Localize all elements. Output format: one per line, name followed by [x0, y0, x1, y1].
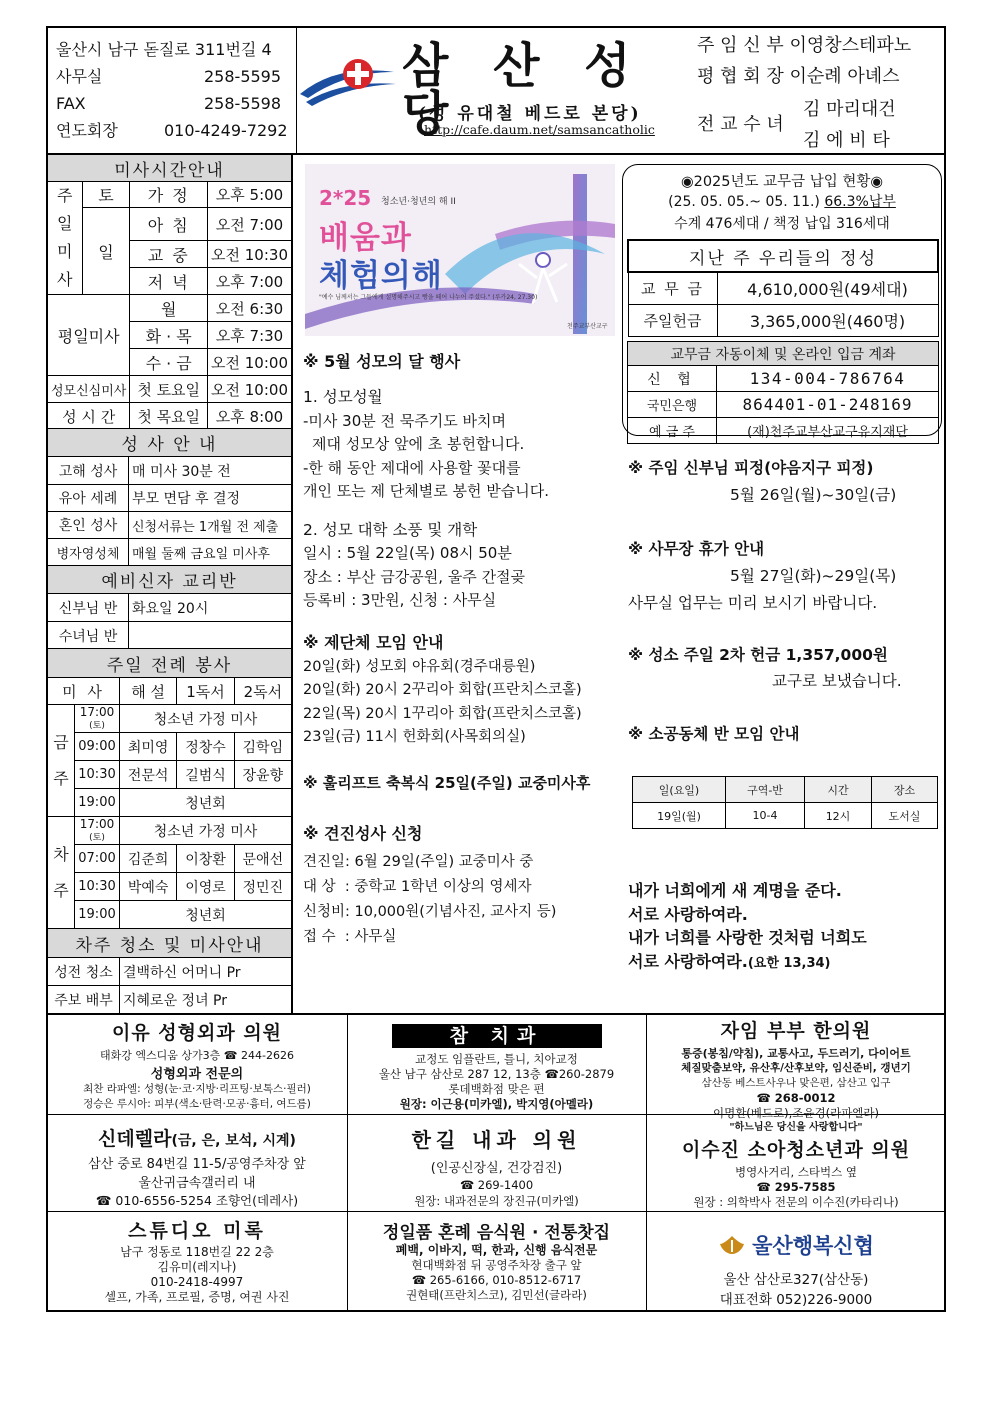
ad-line: 성형외과 전문의 — [150, 1067, 244, 1082]
ad-line: 교정도 임플란트, 틀니, 치아교정 — [415, 1052, 578, 1066]
mass-time: 10:30 — [75, 873, 120, 901]
s2-line: 장소 : 부산 금강공원, 울주 간절곶 — [303, 567, 526, 586]
lift-blessing-title: ※ 훌리프트 축복식 25일(주일) 교중미사후 — [303, 773, 591, 792]
ad-name: 스튜디오 미록 — [128, 1220, 266, 1242]
ad-line: 삼산동 베스트사우나 맞은편, 삼산고 입구 — [701, 1077, 891, 1089]
ad-name: 자임 부부 한의원 — [720, 1020, 872, 1042]
sc-header: 장소 — [872, 777, 938, 803]
liturgy-header: 해 설 — [120, 678, 177, 705]
sc-header: 일(요일) — [633, 777, 726, 803]
ad-line: 최찬 라파엘: 성형(눈·코·지방·리프팅·보톡스·필러) — [83, 1083, 311, 1095]
meetings-title: ※ 제단체 모임 안내 — [303, 632, 444, 652]
ad-dental — [348, 1016, 645, 1113]
commentator: 박예숙 — [120, 873, 177, 901]
ad-line: (인공신장실, 건강검진) — [430, 1161, 563, 1176]
ad-line: ☎ 268-0012 — [756, 1091, 836, 1105]
ad-line: 김유미(레지나) — [157, 1260, 237, 1274]
sc-cell: 도서실 — [872, 803, 938, 829]
church-subtitle: (성 유대철 베드로 본당) — [418, 104, 642, 124]
s1-line: 제대 성모상 앞에 초 봉헌합니다. — [312, 435, 525, 453]
ad-pediatric — [647, 1118, 945, 1210]
ad-plastic-surgery — [48, 1016, 346, 1113]
catechumen-key: 수녀님 반 — [48, 622, 129, 650]
mass-times-table — [47, 154, 292, 430]
church-logo-icon — [296, 54, 404, 108]
liturgy-header: 미 사 — [48, 678, 120, 705]
ad-line: 통증(봉침/약침), 교통사고, 두드러기, 다이어트 — [681, 1047, 911, 1060]
s2-line: 등록비 : 3만원, 신청 : 사무실 — [303, 591, 497, 609]
weekday-time: 오전 6:30 — [208, 295, 292, 322]
office-vacation-note: 사무실 업무는 미리 보시기 바랍니다. — [628, 594, 878, 612]
offering-value: 4,610,000원(49세대) — [717, 272, 938, 305]
office-label: 사무실 — [56, 67, 103, 86]
liturgy-header: 2독서 — [234, 678, 291, 705]
sacrament-key: 유아 세례 — [48, 485, 129, 512]
ad-line: 울산 삼산로327(삼산동) — [723, 1272, 869, 1288]
commentator: 김준희 — [120, 845, 177, 873]
scripture-line: 내가 너희를 사랑한 것처럼 너희도 — [628, 928, 867, 947]
sc-cell: 12시 — [805, 803, 872, 829]
ad-line: 태화강 엑스디움 상가3층 ☎ 244-2626 — [100, 1049, 294, 1062]
vocation-offering-title: ※ 성소 주일 2차 헌금 1,357,000원 — [628, 645, 888, 664]
sacraments-table — [47, 428, 292, 650]
s1-line: -미사 30분 전 묵주기도 바치며 — [303, 411, 506, 430]
may-events-title: ※ 5월 성모의 달 행사 — [303, 352, 461, 371]
banner-line-2: 체험의해 — [319, 258, 443, 294]
merged-duty: 청년회 — [120, 901, 292, 929]
offering-table — [627, 239, 939, 337]
catechumen-key: 신부님 반 — [48, 594, 129, 622]
ad-name: 신데렐라 — [98, 1128, 172, 1150]
duty-key: 성전 청소 — [48, 958, 120, 986]
weekday-time: 오후 7:30 — [208, 322, 292, 349]
nun-name-2: 김 에 비 타 — [803, 130, 890, 151]
ad-name: 이수진 소아청소년과 의원 — [681, 1139, 911, 1161]
ad-line: 010-2418-4997 — [150, 1275, 244, 1289]
sacrament-value: 신청서류는 1개월 전 제출 — [129, 512, 292, 539]
reader-2: 정민진 — [234, 873, 291, 901]
account-holder: (재)천주교부산교구유지재단 — [717, 418, 939, 444]
ad-line: 셀프, 가족, 프로필, 증명, 여권 사진 — [104, 1290, 290, 1304]
ad-line: 울산 남구 삼산로 287 12, 13층 ☎260-2879 — [378, 1067, 615, 1081]
ad-line: 권현태(프란치스코), 김민선(글라라) — [406, 1288, 587, 1302]
catechumen-title: 예비신자 교리반 — [48, 566, 292, 594]
mass-time: 17:00 (토) — [75, 705, 120, 733]
s2-title: 2. 성모 대학 소풍 및 개학 — [303, 520, 478, 539]
merged-duty: 청소년 가정 미사 — [120, 705, 292, 733]
banner-theme: 청소년·청년의 해 II — [381, 197, 456, 207]
ad-line: 현대백화점 뒤 공영주차장 출구 앞 — [411, 1258, 582, 1272]
sacraments-title: 성 사 안 내 — [48, 429, 292, 457]
sc-header: 시간 — [805, 777, 872, 803]
reader-1: 이창환 — [177, 845, 234, 873]
ad-oriental-clinic — [647, 1016, 945, 1120]
liturgy-title: 주일 전례 봉사 — [48, 649, 292, 678]
ad-internal-clinic — [348, 1118, 645, 1210]
ad-tagline: "하느님은 당신을 사랑합니다" — [729, 1122, 863, 1133]
s1-line: 개인 또는 제 단체별로 봉헌 받습니다. — [303, 482, 549, 500]
ad-name: 이유 성형외과 의원 — [111, 1022, 283, 1044]
credit-union-logo — [647, 1230, 945, 1260]
finance-title: ◉2025년도 교무금 납입 현황◉ — [680, 174, 884, 190]
banner-quote: "예수 님께서는 그들에게 설명해주시고 빵을 떼어 나누어 주셨다." (루카24, 27.30) — [319, 294, 538, 301]
center-notices — [303, 349, 618, 950]
duty-value: 지혜로운 정녀 Pr — [120, 986, 292, 1014]
scripture-ref: (요한 13,34) — [747, 955, 831, 971]
finance-period: (25. 05. 05.~ 05. 11.) — [668, 194, 820, 210]
duty-key: 주보 배부 — [48, 986, 120, 1014]
confirmation-line: 접 수 : 사무실 — [303, 928, 397, 945]
vocation-offering-note: 교구로 보냈습니다. — [772, 671, 902, 690]
confirmation-line: 신청비: 10,000원(기념사진, 교사지 등) — [303, 903, 557, 920]
small-community-table — [632, 776, 938, 829]
account-number: 864401-01-248169 — [717, 392, 939, 418]
ad-line: 롯데백화점 맞은 편 — [448, 1082, 545, 1096]
contact-block — [56, 36, 296, 144]
ad-wedding-food — [348, 1214, 645, 1310]
confirmation-line: 견진일: 6월 29일(주일) 교중미사 중 — [303, 853, 534, 870]
this-week-label: 금 주 — [48, 705, 75, 817]
sat-type: 가 정 — [130, 182, 208, 208]
ad-line: ☎ 010-6556-5254 조향언(데레사) — [95, 1193, 299, 1208]
ad-line: 폐백, 이바지, 떡, 한과, 신행 음식전문 — [395, 1243, 598, 1257]
heart-mass-day: 첫 토요일 — [130, 376, 208, 403]
ad-line: 원장: 이근용(미카엘), 박지영(아멜라) — [399, 1097, 594, 1111]
confirmation-title: ※ 견진성사 신청 — [303, 823, 423, 843]
finance-rate: 66.3%납부 — [824, 194, 896, 210]
ad-line: ☎ 265-6166, 010-8512-6717 — [411, 1273, 582, 1287]
scripture-quote — [628, 879, 944, 975]
ad-line: 병영사거리, 스타벅스 옆 — [734, 1165, 858, 1179]
nun-name-1: 김 마리대건 — [803, 99, 896, 120]
weekday-day: 월 — [130, 295, 208, 322]
small-community-title: ※ 소공동체 반 모임 안내 — [628, 725, 800, 743]
reader-1: 길범식 — [177, 761, 234, 789]
heart-mass-time: 오전 10:00 — [208, 376, 292, 403]
sacrament-value: 부모 면담 후 결정 — [129, 485, 292, 512]
offering-value: 3,365,000원(460명) — [717, 305, 938, 337]
sun-type: 아 침 — [130, 208, 208, 241]
ad-line: 이명환(베드로),조윤경(라파엘라) — [712, 1106, 880, 1120]
fax-label: FAX — [56, 94, 86, 113]
sun-type: 교 중 — [130, 241, 208, 268]
finance-period-line — [622, 191, 942, 211]
confirmation-line: 대 상 : 중학교 1학년 이상의 영세자 — [303, 878, 532, 895]
reader-2: 장윤향 — [234, 761, 291, 789]
year-banner — [305, 164, 615, 336]
ad-name: 한길 내과 의원 — [411, 1128, 582, 1152]
council-name: 이순례 아녜스 — [789, 66, 900, 87]
office-vacation-title: ※ 사무장 휴가 안내 — [628, 539, 765, 558]
ad-studio — [48, 1214, 346, 1310]
ad-title-line — [48, 1124, 346, 1151]
sun-time: 오전 7:00 — [208, 208, 292, 241]
account-number: 134-004-786764 — [717, 366, 939, 392]
catechumen-value — [129, 622, 292, 650]
pastor-name: 이영창스테파노 — [789, 35, 912, 56]
credit-union-icon — [718, 1234, 746, 1256]
sacrament-value: 매월 둘째 금요일 미사후 — [129, 539, 292, 566]
ad-name: 참 치과 — [392, 1024, 602, 1048]
sacrament-key: 고해 성사 — [48, 457, 129, 485]
offering-key: 교 무 금 — [628, 272, 717, 305]
mass-time: 19:00 — [75, 901, 120, 929]
pastor-retreat-title: ※ 주임 신부님 피정(야음지구 피정) — [628, 459, 874, 477]
holy-hour-day: 첫 목요일 — [130, 403, 208, 430]
catechumen-value: 화요일 20시 — [129, 594, 292, 622]
ad-line: 원장 : 의학박사 전문의 이수진(카타리나) — [693, 1195, 899, 1209]
office-phone: 258-5595 — [204, 67, 282, 86]
yeondo-phone: 010-4249-7292 — [164, 121, 288, 140]
meeting-line: 23일(금) 11시 헌화회(사목회의실) — [303, 729, 526, 745]
account-holder-label: 예 금 주 — [628, 418, 717, 444]
sc-cell: 19일(월) — [633, 803, 726, 829]
council-label: 평 협 회 장 — [697, 66, 784, 87]
sc-cell: 10-4 — [726, 803, 805, 829]
offering-title: 지난 주 우리들의 정성 — [628, 240, 938, 272]
duty-value: 결백하신 어머니 Pr — [120, 958, 292, 986]
reader-1: 정창수 — [177, 733, 234, 761]
ad-name: 울산행복신협 — [752, 1234, 874, 1258]
liturgy-header: 1독서 — [177, 678, 234, 705]
sat-time: 오후 5:00 — [208, 182, 292, 208]
reader-2: 김학임 — [234, 733, 291, 761]
holy-hour-label: 성 시 간 — [48, 403, 130, 430]
sat-label: 토 — [82, 182, 130, 208]
banner-year: 2*25 — [319, 186, 372, 210]
sun-type: 저 녁 — [130, 268, 208, 295]
merged-duty: 청년회 — [120, 789, 292, 817]
merged-duty: 청소년 가정 미사 — [120, 817, 292, 845]
mass-time: 17:00 (토) — [75, 817, 120, 845]
ad-credit-union — [647, 1214, 945, 1310]
sun-label: 일 — [82, 208, 130, 295]
s1-line: -한 해 동안 제대에 사용할 꽃대를 — [303, 458, 521, 477]
mass-time: 09:00 — [75, 733, 120, 761]
weekday-mass-label: 평일미사 — [48, 295, 130, 376]
pastor-retreat-date: 5월 26일(월)~30일(금) — [730, 486, 897, 504]
meeting-line: 22일(목) 20시 1꾸리아 회합(프란치스코홀) — [303, 705, 582, 722]
finance-households: 수계 476세대 / 책정 납입 316세대 — [674, 216, 890, 232]
fax-phone: 258-5598 — [204, 94, 282, 113]
right-notices — [628, 456, 942, 744]
reader-2: 문애선 — [234, 845, 291, 873]
banner-org: 천주교부산교구 — [567, 323, 608, 330]
weekday-day: 화 · 목 — [130, 322, 208, 349]
weekday-time: 오전 10:00 — [208, 349, 292, 376]
next-week-label: 차 주 — [48, 817, 75, 929]
ad-line: ☎ 269-1400 — [459, 1178, 534, 1192]
mass-time: 07:00 — [75, 845, 120, 873]
banner-line-1: 배움과 — [319, 220, 412, 256]
scripture-line-last: 서로 사랑하여라.(요한 13,34) — [628, 951, 831, 971]
meeting-line: 20일(화) 성모회 야유회(경주대릉원) — [303, 658, 536, 675]
sun-time: 오전 10:30 — [208, 241, 292, 268]
ad-line: 울산귀금속갤러리 내 — [138, 1176, 256, 1191]
scripture-line: 내가 너희에게 새 계명을 준다. — [628, 881, 842, 900]
scripture-line: 서로 사랑하여라. — [628, 904, 748, 924]
commentator: 최미영 — [120, 733, 177, 761]
ad-line: 원장: 내과전문의 장진규(미카엘) — [414, 1194, 579, 1208]
heart-mass-label: 성모신심미사 — [48, 376, 130, 403]
offering-key: 주일헌금 — [628, 305, 717, 337]
ad-line: 남구 정동로 118번길 22 2층 — [120, 1245, 274, 1259]
reader-1: 이영로 — [177, 873, 234, 901]
mass-times-title: 미사시간안내 — [48, 155, 292, 182]
ad-name-sub: (금, 은, 보석, 시계) — [171, 1133, 296, 1149]
liturgy-table — [47, 648, 292, 1014]
church-title: 삼 산 성 당 — [402, 38, 645, 142]
yeondo-label: 연도회장 — [56, 121, 118, 140]
next-duty-title: 차주 청소 및 미사안내 — [48, 929, 292, 958]
s1-title: 1. 성모성월 — [303, 388, 383, 406]
holy-hour-time: 오후 8:00 — [208, 403, 292, 430]
s2-line: 일시 : 5월 22일(목) 08시 50분 — [303, 544, 512, 562]
bank-name: 신 협 — [628, 366, 717, 392]
account-title: 교무금 자동이체 및 온라인 입금 계좌 — [628, 342, 939, 366]
sun-time: 오후 7:00 — [208, 268, 292, 295]
staff-block — [697, 30, 945, 92]
sacrament-value: 매 미사 30분 전 — [129, 457, 292, 485]
ad-line: 체질맞춤보약, 유산후/산후보약, 임신준비, 갱년기 — [681, 1062, 911, 1074]
sacrament-key: 혼인 성사 — [48, 512, 129, 539]
ad-name: 정일품 혼례 음식원 · 전통찻집 — [382, 1223, 611, 1243]
commentator: 전문석 — [120, 761, 177, 789]
nun-label: 전 교 수 녀 — [697, 114, 784, 135]
pastor-label: 주 임 신 부 — [697, 35, 784, 56]
meeting-line: 20일(화) 20시 2꾸리아 회합(프란치스코홀) — [303, 682, 582, 698]
ad-line: 삼산 중로 84번길 11-5/공영주차장 앞 — [88, 1157, 306, 1172]
sunday-mass-label: 주 일 미 사 — [48, 182, 83, 295]
mass-time: 19:00 — [75, 789, 120, 817]
nun-names — [803, 94, 896, 156]
address: 울산시 남구 돋질로 311번길 4 — [56, 40, 272, 59]
mass-time: 10:30 — [75, 761, 120, 789]
ad-line: 정승은 루시아: 피부(색소·탄력·모공·흉터, 여드름) — [83, 1098, 311, 1110]
sc-header: 구역-반 — [726, 777, 805, 803]
weekday-day: 수 · 금 — [130, 349, 208, 376]
sacrament-key: 병자영성체 — [48, 539, 129, 566]
ad-line: ☎ 295-7585 — [756, 1180, 836, 1194]
cafe-link[interactable]: http://cafe.daum.net/samsancatholic — [424, 122, 655, 137]
office-vacation-date: 5월 27일(화)~29일(목) — [730, 566, 897, 585]
account-table — [627, 341, 939, 444]
ad-jewelry — [48, 1118, 346, 1210]
bank-name: 국민은행 — [628, 392, 717, 418]
ad-line: 대표전화 052)226-9000 — [719, 1292, 873, 1308]
